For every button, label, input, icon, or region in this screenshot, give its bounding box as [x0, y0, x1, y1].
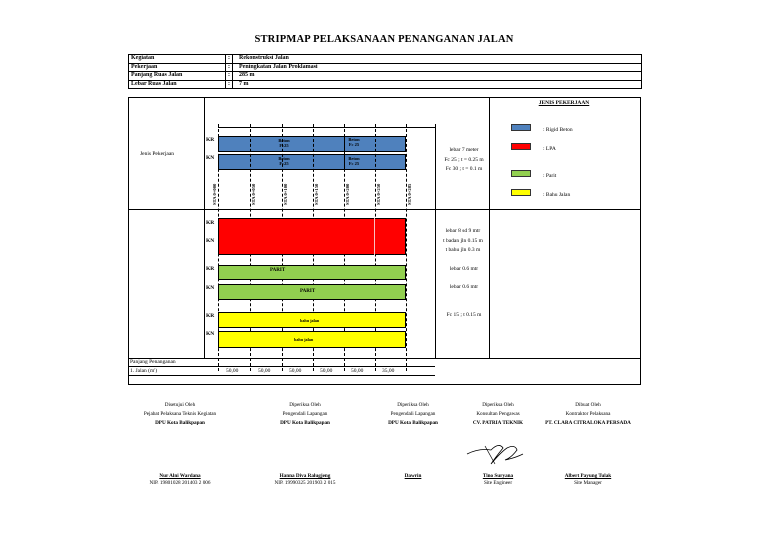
lpa-notes: lebar 8 sd 9 mtr t badan jln 0.15 m t bahu jln 0.3 m — [443, 228, 483, 253]
station-label: STA 0+000 — [212, 183, 217, 205]
legend-swatch — [511, 143, 531, 150]
signature-scribble-icon — [465, 438, 527, 468]
beton-kr-label-2: Beton Fc 25 — [348, 137, 360, 147]
lane-kr-label: KR — [206, 137, 215, 143]
jenis-pekerjaan-label: Jenis Pekerjaan — [140, 151, 175, 157]
station-label: STA 0+250 — [376, 183, 381, 205]
signature-block: Disetujui Oleh Pejabat Pelaksana Teknis Kegiatan DPU Kota Balikpapan Nur Alni Wardana NIP. 19801028 201403 2 006 — [143, 402, 217, 486]
panjang-header: Panjang Penanganan — [130, 359, 176, 365]
lane-kr-label: KR — [206, 220, 215, 226]
beton-kr-label-1: Beton Fc25 — [278, 138, 290, 148]
info-row-lebar: Lebar Ruas Jalan : 7 m — [129, 81, 641, 89]
info-row-pekerjaan: Pekerjaan : Peningkatan Jalan Proklamasi — [129, 64, 641, 73]
panjang-value: 50,00 — [320, 368, 333, 374]
bahu-kr-label: bahu jalan — [300, 318, 320, 323]
legend-title: JENIS PEKERJAAN — [538, 100, 590, 106]
beton-kn-band — [218, 154, 406, 170]
beton-kn-label-1: Beton Fc25 — [278, 156, 290, 166]
lpa-band — [218, 218, 406, 255]
lane-kr-label: KR — [206, 266, 215, 272]
legend-bahu-jalan: : Bahu Jalan — [511, 183, 570, 201]
panjang-value: 50,00 — [226, 368, 239, 374]
lane-kn-label: KN — [206, 285, 215, 291]
row-divider — [128, 375, 435, 376]
station-label: STA 0+050 — [251, 183, 256, 205]
legend-parit: : Parit — [511, 164, 556, 182]
signature-block: Dibuat Oleh Kontraktor Pelaksana PT. CLARA CITRALOKA PERSADA Albert Payung Tulak Site Manager — [545, 402, 631, 486]
panjang-value: 35,00 — [382, 368, 395, 374]
signature-block: Diperiksa Oleh Konsultan Pengawas CV. PATRIA TEKNIK Tino Suryana Site Engineer — [472, 402, 524, 486]
info-row-kegiatan: Kegiatan : Rekonstruksi Jalan — [129, 55, 641, 64]
signature-block: Diperiksa Oleh Pengendali Lapangan DPU Kota Balikpapan Hanna Diva Ralugjeng NIP. 19990325 201903 2 015 — [274, 402, 336, 486]
panjang-value: 50,00 — [351, 368, 364, 374]
legend-swatch — [511, 170, 531, 177]
legend-lpa: : LPA — [511, 137, 556, 155]
lpa-joint — [374, 218, 375, 255]
parit-kn-label: PARIT — [300, 289, 316, 294]
beton-kn-label-2: Beton Fc 25 — [348, 156, 360, 166]
lane-kr-label: KR — [206, 313, 215, 319]
panjang-row-label: 1. Jalan (m') — [130, 368, 158, 374]
column-divider — [204, 97, 205, 358]
lane-kn-label: KN — [206, 155, 215, 161]
beton-notes: lebar 7 meter Fc 25 ; t = 0.25 m Fc 30 ; t = 0.1 m — [444, 147, 484, 172]
parit-kr-note: lebar 0.6 mtr — [449, 266, 479, 272]
parit-kn-note: lebar 0.6 mtr — [449, 284, 479, 290]
page-title: STRIPMAP PELAKSANAAN PENANGANAN JALAN — [254, 34, 514, 45]
row-divider — [128, 358, 640, 359]
signature-block: Diperiksa Oleh Pengendali Lapangan DPU Kota Balikpapan Dawrin — [388, 402, 438, 479]
parit-kr-band — [218, 265, 406, 280]
station-label: STA 0+285 — [407, 183, 412, 205]
panjang-value: 50,00 — [289, 368, 302, 374]
column-divider — [435, 124, 436, 358]
beton-kr-band — [218, 136, 406, 152]
station-label: STA 0+100 — [283, 183, 288, 205]
bahu-note: Fc 15 ; t 0.15 m — [446, 312, 482, 318]
legend-swatch — [511, 189, 531, 196]
station-line — [406, 124, 407, 371]
info-row-panjang: Panjang Ruas Jalan : 285 m — [129, 72, 641, 81]
parit-kr-label: PARIT — [270, 268, 286, 273]
row-divider — [128, 209, 640, 210]
panjang-value: 50,00 — [258, 368, 271, 374]
project-info-table — [128, 54, 642, 89]
lane-kn-label: KN — [206, 238, 215, 244]
legend-swatch — [511, 124, 531, 131]
station-label: STA 0+150 — [314, 183, 319, 205]
column-divider — [489, 97, 490, 358]
station-label: STA 0+200 — [345, 183, 350, 205]
bahu-kn-label: bahu jalan — [294, 337, 314, 342]
legend-rigid-beton: : Rigid Beton — [511, 118, 573, 136]
lane-kn-label: KN — [206, 331, 215, 337]
